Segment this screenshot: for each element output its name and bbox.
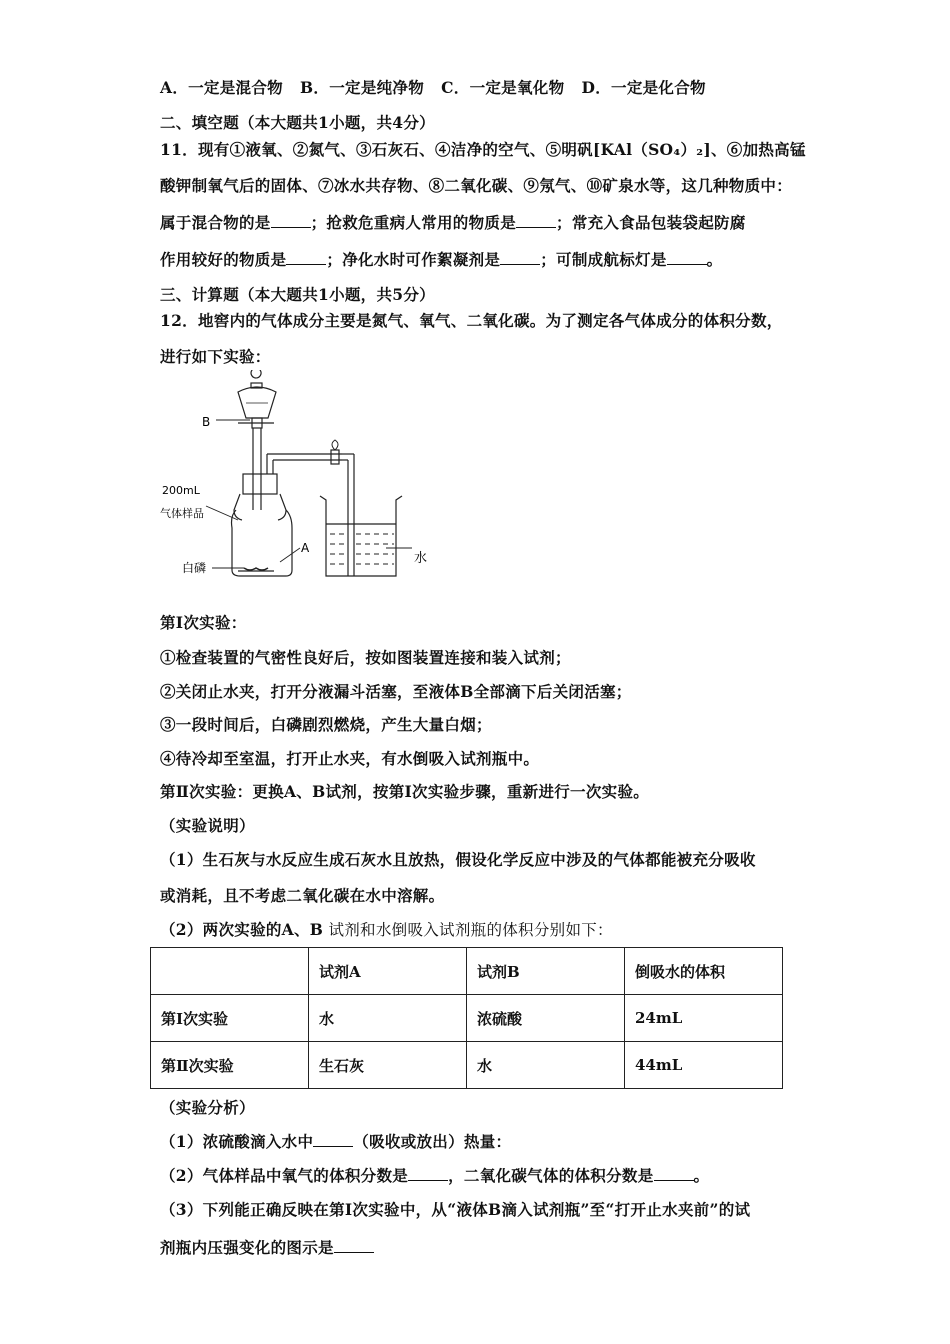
note2-line — [160, 918, 613, 940]
table-cell: 水 — [467, 1042, 625, 1089]
table-cell: 水 — [309, 995, 467, 1042]
q11-text: 作用较好的物质是 — [160, 250, 287, 269]
note2-text-thin: 试剂和水倒吸入试剂瓶的体积分别如下： — [323, 921, 613, 939]
table-cell: 第Ⅰ次实验 — [151, 995, 309, 1042]
table-header — [151, 948, 309, 995]
q11-text: ；抢救危重病人常用的物质是 — [310, 213, 517, 232]
table-cell: 浓硫酸 — [467, 995, 625, 1042]
exp1-title: 第Ⅰ次实验： — [160, 613, 247, 632]
step-4: ④待冷却至室温，打开止水夹，有水倒吸入试剂瓶中。 — [160, 749, 540, 768]
stopper-knob — [251, 370, 261, 378]
analysis-1 — [160, 1130, 511, 1152]
notes-title: （实验说明） — [160, 816, 255, 835]
table-header-row — [151, 948, 783, 995]
section-2-title: 二、填空题（本大题共1小题，共4分） — [160, 113, 435, 132]
note1-line-2: 或消耗，且不考虑二氧化碳在水中溶解。 — [160, 886, 445, 905]
label-water: 水 — [414, 551, 428, 566]
q11-text: 属于混合物的是 — [160, 213, 271, 232]
q11-line-1: 11．现有①液氧、②氮气、③石灰石、④洁净的空气、⑤明矾[KAl（SO₄）₂]、⑥加热高锰 — [160, 140, 806, 159]
q11-text: ；常充入食品包装袋起防腐 — [556, 213, 746, 232]
analysis-text: ，二氧化碳气体的体积分数是 — [448, 1166, 654, 1185]
step-1: ①检查装置的气密性良好后，按如图装置连接和装入试剂； — [160, 648, 571, 667]
q11-text: ；净化水时可作絮凝剂是 — [326, 250, 501, 269]
q11-text: 。 — [706, 250, 723, 269]
analysis-3-line-2 — [160, 1236, 374, 1258]
results-table — [150, 947, 783, 1089]
table-cell: 第Ⅱ次实验 — [151, 1042, 309, 1089]
label-sample: 气体样品 — [160, 507, 204, 520]
answer-blank[interactable] — [516, 213, 556, 228]
q11-line-2: 酸钾制氧气后的固体、⑦冰水共存物、⑧二氧化碳、⑨氖气、⑩矿泉水等，这几种物质中： — [160, 176, 793, 195]
table-cell: 44mL — [625, 1042, 783, 1089]
label-a: A — [301, 541, 310, 555]
answer-blank[interactable] — [271, 213, 311, 228]
q11-line-3 — [160, 211, 746, 233]
table-row — [151, 995, 783, 1042]
analysis-text: （吸收或放出）热量： — [353, 1132, 512, 1151]
analysis-3-line-1: （3）下列能正确反映在第Ⅰ次实验中，从“液体B滴入试剂瓶”至“打开止水夹前”的试 — [160, 1200, 751, 1219]
answer-blank[interactable] — [313, 1132, 353, 1147]
table-cell: 生石灰 — [309, 1042, 467, 1089]
q12-line-1: 12．地窖内的气体成分主要是氮气、氧气、二氧化碳。为了测定各气体成分的体积分数， — [160, 311, 783, 330]
choice-d: D．一定是化合物 — [581, 78, 706, 97]
choice-b: B．一定是纯净物 — [300, 78, 425, 97]
analysis-text: 剂瓶内压强变化的图示是 — [160, 1238, 334, 1257]
analysis-2 — [160, 1164, 709, 1186]
choices-line — [160, 76, 706, 98]
answer-blank[interactable] — [286, 250, 326, 265]
q12-line-2: 进行如下实验： — [160, 347, 271, 366]
answer-blank[interactable] — [654, 1166, 694, 1181]
q11-text: ；可制成航标灯是 — [540, 250, 667, 269]
label-phosphorus: 白磷 — [182, 561, 207, 575]
table-cell: 24mL — [625, 995, 783, 1042]
label-b: B — [202, 415, 211, 429]
answer-blank[interactable] — [408, 1166, 448, 1181]
exp2-line: 第Ⅱ次实验：更换A、B试剂，按第Ⅰ次实验步骤，重新进行一次实验。 — [160, 782, 650, 801]
bottle-stopper — [243, 474, 277, 494]
table-row — [151, 1042, 783, 1089]
table-header: 试剂A — [309, 948, 467, 995]
analysis-text: （1）浓硫酸滴入水中 — [160, 1132, 314, 1151]
table-header: 试剂B — [467, 948, 625, 995]
answer-blank[interactable] — [334, 1238, 374, 1253]
analysis-text: 。 — [693, 1166, 710, 1185]
choice-c: C．一定是氧化物 — [441, 78, 565, 97]
answer-blank[interactable] — [667, 250, 707, 265]
q11-line-4 — [160, 248, 722, 270]
analysis-text: （2）气体样品中氧气的体积分数是 — [160, 1166, 409, 1185]
section-3-title: 三、计算题（本大题共1小题，共5分） — [160, 285, 435, 304]
step-3: ③一段时间后，白磷剧烈燃烧，产生大量白烟； — [160, 715, 492, 734]
water-clamp — [331, 450, 339, 464]
answer-blank[interactable] — [500, 250, 540, 265]
step-2: ②关闭止水夹，打开分液漏斗活塞，至液体B全部滴下后关闭活塞； — [160, 682, 632, 701]
label-sample-volume: 200mL — [162, 484, 200, 497]
analysis-title: （实验分析） — [160, 1098, 255, 1117]
table-header: 倒吸水的体积 — [625, 948, 783, 995]
funnel-body — [238, 387, 276, 418]
note2-text: （2）两次实验的A、B — [160, 920, 324, 939]
note1-line-1: （1）生石灰与水反应生成石灰水且放热，假设化学反应中涉及的气体都能被充分吸收 — [160, 850, 756, 869]
choice-a: A．一定是混合物 — [160, 78, 283, 97]
apparatus-figure — [150, 370, 450, 585]
